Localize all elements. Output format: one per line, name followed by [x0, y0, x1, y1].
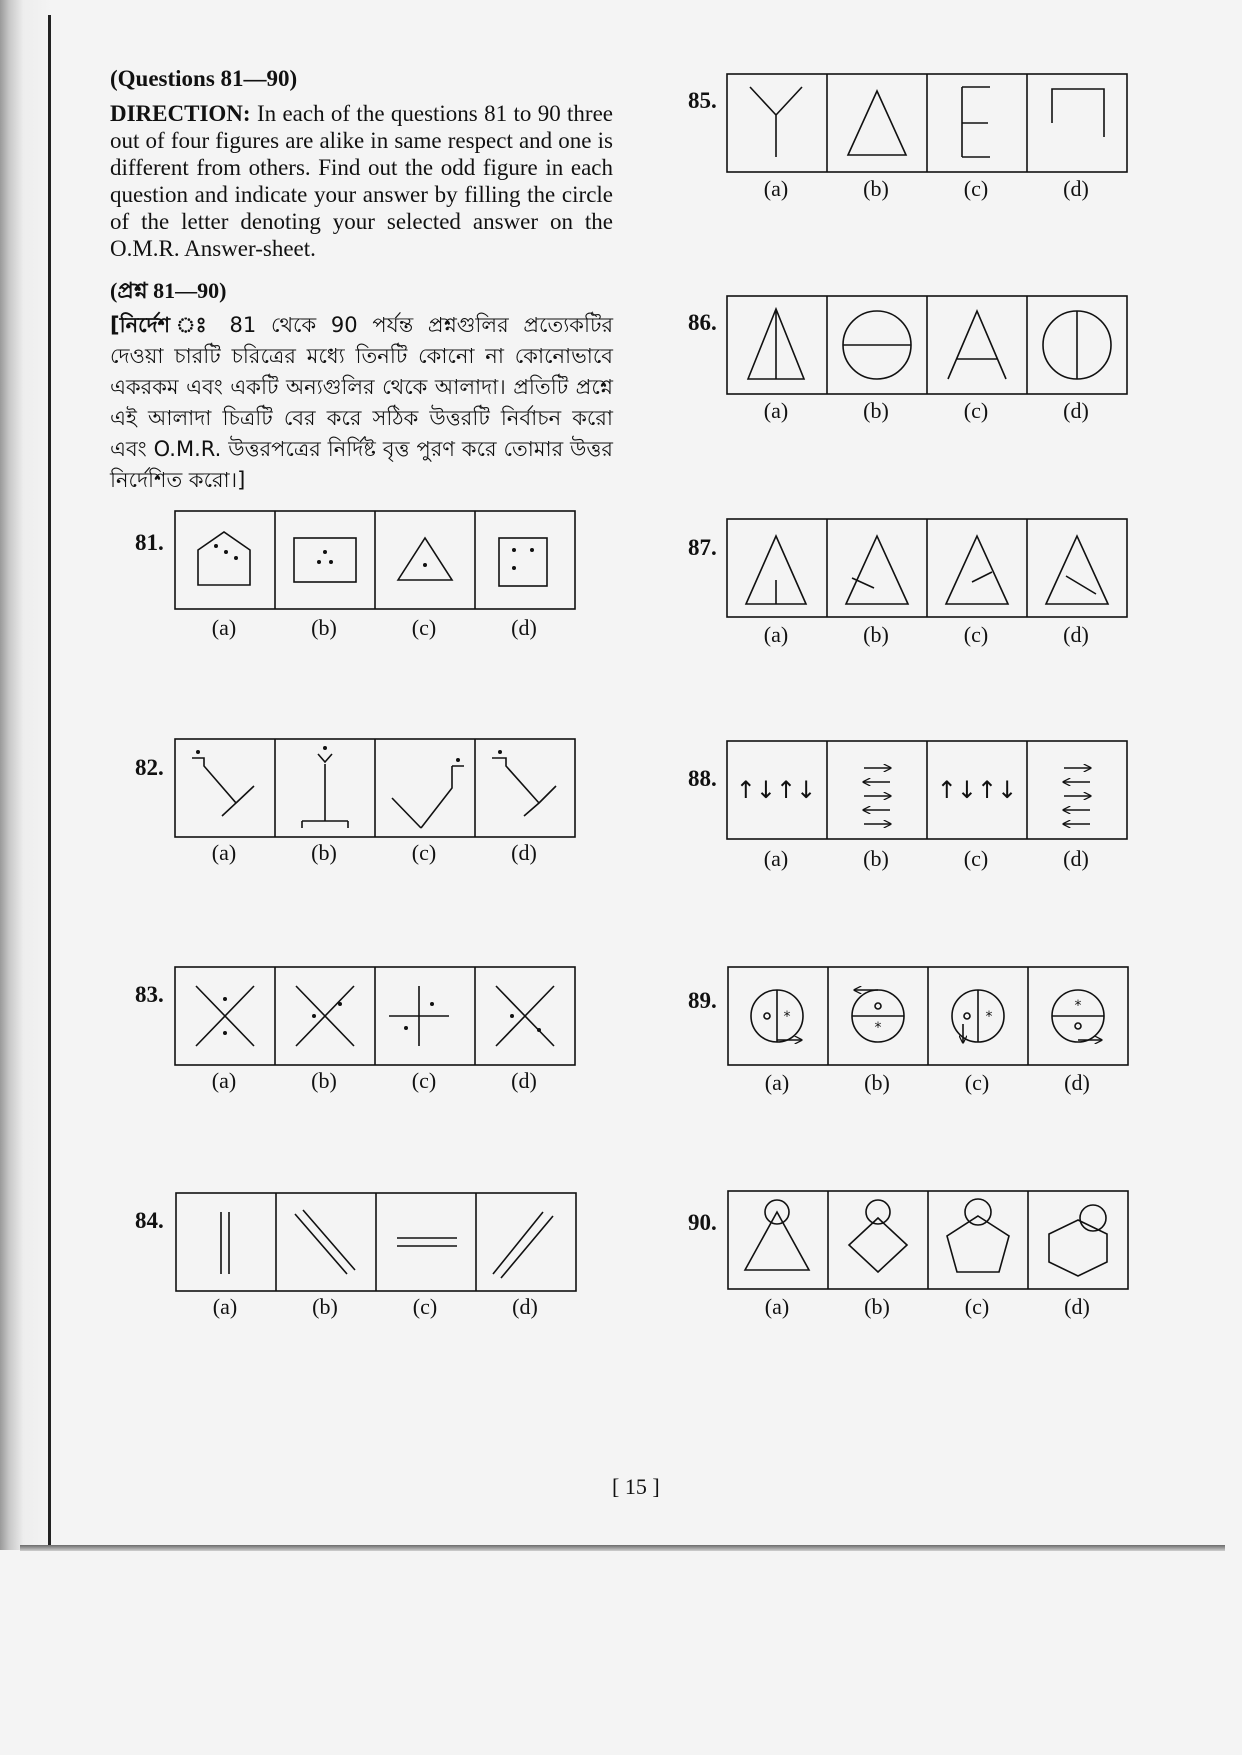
option-c: (c)	[963, 622, 989, 647]
bengali-direction-text: 81 থেকে 90 পর্যন্ত প্রশ্নগুলির প্রত্যেকটির দেওয়া চারটি চরিত্রের মধ্যে তিনটি কোনো না কোনোভাবে একরকম এবং একটি অন্যগুলির থেকে আলাদা। প্রতিটি প্রশ্নে এই আলাদা চিত্রটি বের করে সঠিক উত্তরটি নির্বাচন করো এবং O.M.R. উত্তরপত্রের নির্দিষ্ট বৃত্ত পুরণ করে তোমার উত্তর নির্দেশিত করো।]	[110, 313, 613, 492]
option-labels	[726, 398, 1126, 424]
page-bottom-edge	[20, 1545, 1225, 1551]
triangle-shape	[848, 91, 906, 155]
triangle-shape	[946, 536, 1008, 604]
option-a: (a)	[763, 622, 789, 647]
option-d: (d)	[511, 1068, 537, 1093]
option-c: (c)	[411, 615, 437, 640]
question-83-figures	[174, 966, 576, 1066]
option-a: (a)	[763, 846, 789, 871]
option-a: (a)	[764, 1070, 790, 1095]
option-c: (c)	[963, 176, 989, 201]
triangle-shape	[948, 311, 1006, 379]
option-d: (d)	[1063, 398, 1089, 423]
square-shape	[499, 538, 547, 586]
option-c: (c)	[411, 1068, 437, 1093]
plus-shape	[389, 986, 449, 1046]
horizontal-arrows-shape	[864, 768, 890, 824]
bent-line-shape	[192, 758, 254, 816]
arrows-text: ↑↓↑↓	[936, 776, 1018, 804]
parallel-lines-shape	[221, 1212, 229, 1274]
option-c: (c)	[964, 1294, 990, 1319]
option-d: (d)	[1064, 1294, 1090, 1319]
option-a: (a)	[763, 398, 789, 423]
triangle-shape	[748, 309, 804, 379]
option-labels	[726, 622, 1126, 648]
question-number: 90.	[688, 1210, 717, 1235]
question-89-figures	[727, 966, 1129, 1066]
option-labels	[726, 176, 1126, 202]
option-a: (a)	[764, 1294, 790, 1319]
option-c: (c)	[412, 1294, 438, 1319]
option-b: (b)	[863, 176, 889, 201]
parallel-lines-shape	[295, 1210, 355, 1274]
option-a: (a)	[763, 176, 789, 201]
option-b: (b)	[863, 846, 889, 871]
option-labels	[174, 615, 574, 641]
page-number: [ 15 ]	[612, 1474, 660, 1499]
option-a: (a)	[212, 1294, 238, 1319]
bengali-direction-paragraph	[110, 310, 613, 496]
horizontal-arrows-shape	[1064, 768, 1090, 824]
bent-line-shape	[302, 754, 348, 828]
option-labels	[175, 1294, 575, 1320]
option-b: (b)	[864, 1294, 890, 1319]
question-number: 82.	[135, 755, 164, 780]
cross-shape	[496, 986, 554, 1046]
bent-line-shape	[392, 766, 464, 828]
cross-shape	[296, 986, 354, 1046]
question-number: 87.	[688, 535, 717, 560]
option-c: (c)	[964, 1070, 990, 1095]
option-labels	[726, 846, 1126, 872]
option-d: (d)	[511, 615, 537, 640]
direction-text: In each of the questions 81 to 90 three out of four figures are alike in same respect and one is different from others. Find out the odd figure in each question and indicate your answer by filling the circle of the letter denoting your selected answer on the O.M.R. Answer-sheet.	[110, 101, 614, 261]
e-shape	[962, 87, 990, 157]
question-82-figures	[174, 738, 576, 838]
option-a: (a)	[211, 1068, 237, 1093]
question-90-figures	[727, 1190, 1129, 1290]
option-c: (c)	[963, 846, 989, 871]
parallel-lines-shape	[397, 1238, 457, 1246]
svg-text:*: *	[783, 1009, 791, 1025]
question-81-figures	[174, 510, 576, 610]
option-b: (b)	[311, 1068, 337, 1093]
option-d: (d)	[1064, 1070, 1090, 1095]
option-b: (b)	[312, 1294, 338, 1319]
question-88-figures	[726, 740, 1128, 840]
question-84-figures	[175, 1192, 577, 1292]
cross-shape	[196, 986, 254, 1046]
direction-paragraph	[110, 100, 613, 262]
option-labels	[727, 1294, 1127, 1320]
triangle-shape	[745, 1212, 809, 1270]
bengali-questions-heading: (প্রশ্ন 81—90)	[110, 278, 227, 303]
bent-line-shape	[492, 758, 556, 816]
questions-heading: (Questions 81—90)	[110, 66, 298, 91]
option-b: (b)	[311, 615, 337, 640]
svg-text:*: *	[1074, 998, 1082, 1014]
parallel-lines-shape	[493, 1212, 553, 1278]
question-number: 89.	[688, 988, 717, 1013]
question-number: 81.	[135, 530, 164, 555]
option-c: (c)	[411, 840, 437, 865]
option-a: (a)	[211, 615, 237, 640]
triangle-shape	[398, 538, 452, 580]
option-b: (b)	[863, 398, 889, 423]
pentagon-shape	[198, 532, 250, 585]
diamond-shape	[849, 1218, 907, 1272]
y-shape	[750, 87, 802, 157]
question-number: 86.	[688, 310, 717, 335]
triangle-shape	[746, 536, 806, 604]
option-labels	[174, 1068, 574, 1094]
option-d: (d)	[1063, 622, 1089, 647]
question-86-figures	[726, 295, 1128, 395]
option-d: (d)	[511, 840, 537, 865]
question-85-figures	[726, 73, 1128, 173]
binding-edge-line	[48, 15, 51, 1545]
svg-text:*: *	[985, 1009, 993, 1025]
direction-label: DIRECTION:	[110, 101, 251, 126]
svg-text:*: *	[874, 1020, 882, 1036]
option-b: (b)	[311, 840, 337, 865]
page-binding-shadow	[0, 0, 52, 1550]
bengali-direction-label: [নির্দেশ ঃ	[110, 313, 215, 337]
option-a: (a)	[211, 840, 237, 865]
triangle-shape	[1046, 536, 1108, 604]
question-number: 83.	[135, 982, 164, 1007]
option-d: (d)	[512, 1294, 538, 1319]
hexagon-shape	[1049, 1220, 1107, 1276]
rectangle-shape	[294, 538, 356, 582]
arrows-text: ↑↓↑↓	[735, 776, 817, 804]
option-labels	[174, 840, 574, 866]
option-b: (b)	[864, 1070, 890, 1095]
question-87-figures	[726, 518, 1128, 618]
question-number: 88.	[688, 766, 717, 791]
question-number: 85.	[688, 88, 717, 113]
option-d: (d)	[1063, 176, 1089, 201]
triangle-shape	[846, 536, 908, 604]
option-b: (b)	[863, 622, 889, 647]
open-rectangle-shape	[1052, 89, 1104, 137]
question-number: 84.	[135, 1208, 164, 1233]
option-labels	[727, 1070, 1127, 1096]
option-d: (d)	[1063, 846, 1089, 871]
option-c: (c)	[963, 398, 989, 423]
